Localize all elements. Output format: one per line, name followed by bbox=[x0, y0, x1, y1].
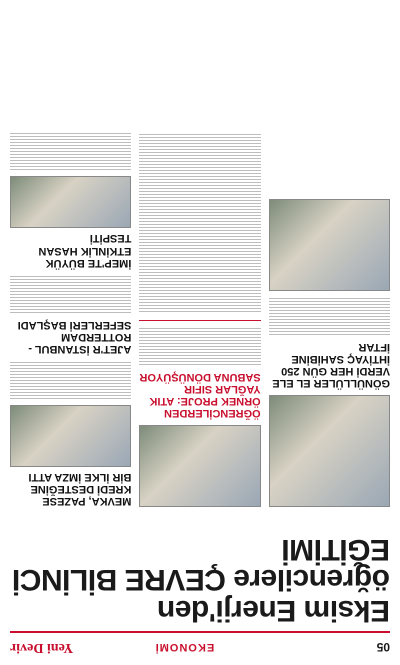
article-1 bbox=[269, 297, 390, 389]
article-headline: İMEP'TE BÜYÜK ETKİNLİK HASAN TESPİTİ bbox=[38, 232, 132, 269]
article-headline: GÖNÜLLÜLER EL ELE VERDİ HER GÜN 250 İHTİYAÇ SAHİBİNE İFTAR bbox=[272, 340, 390, 390]
article-body bbox=[139, 327, 260, 367]
article-headline: ÖĞRENCİLERDEN ÖRNEK PROJE: ATIK YAĞLAR SIFIR SABUNA DÖNÜŞÜYOR bbox=[139, 370, 261, 420]
lead-deck bbox=[10, 513, 390, 531]
article-photo bbox=[10, 405, 131, 467]
column-left bbox=[269, 132, 390, 507]
article-body bbox=[10, 132, 131, 172]
section-label: EKONOMİ bbox=[154, 641, 215, 653]
lead-headline: Eksim Enerji'den öğrencilere ÇEVRE BİLİNCİ EĞİTİMİ bbox=[12, 532, 390, 627]
article-2 bbox=[139, 327, 260, 419]
article-5 bbox=[10, 132, 131, 268]
page-number: 05 bbox=[376, 640, 390, 654]
column-middle bbox=[139, 132, 260, 507]
article-3 bbox=[10, 361, 131, 507]
article-grid bbox=[10, 132, 390, 507]
masthead bbox=[10, 631, 390, 657]
article-headline: MEVKA, PAZESE KREDİ DESTEĞİNE BİR İLKE İMZA ATTI bbox=[28, 471, 132, 508]
article-4 bbox=[10, 275, 131, 355]
article-body bbox=[10, 361, 131, 401]
newspaper-logo: Yeni Devir bbox=[10, 640, 74, 655]
article-photo bbox=[10, 176, 131, 228]
article-headline: AJET'R İSTANBUL - ROTTERDAM SEFERLERİ BAŞLADI bbox=[17, 318, 132, 355]
article-body bbox=[139, 132, 260, 313]
article-photo bbox=[139, 425, 260, 507]
column-divider bbox=[139, 320, 260, 321]
article-body bbox=[269, 297, 390, 337]
article-body bbox=[10, 275, 131, 315]
column-right bbox=[10, 132, 131, 507]
article-photo bbox=[269, 199, 390, 291]
lead-photo bbox=[269, 395, 390, 507]
